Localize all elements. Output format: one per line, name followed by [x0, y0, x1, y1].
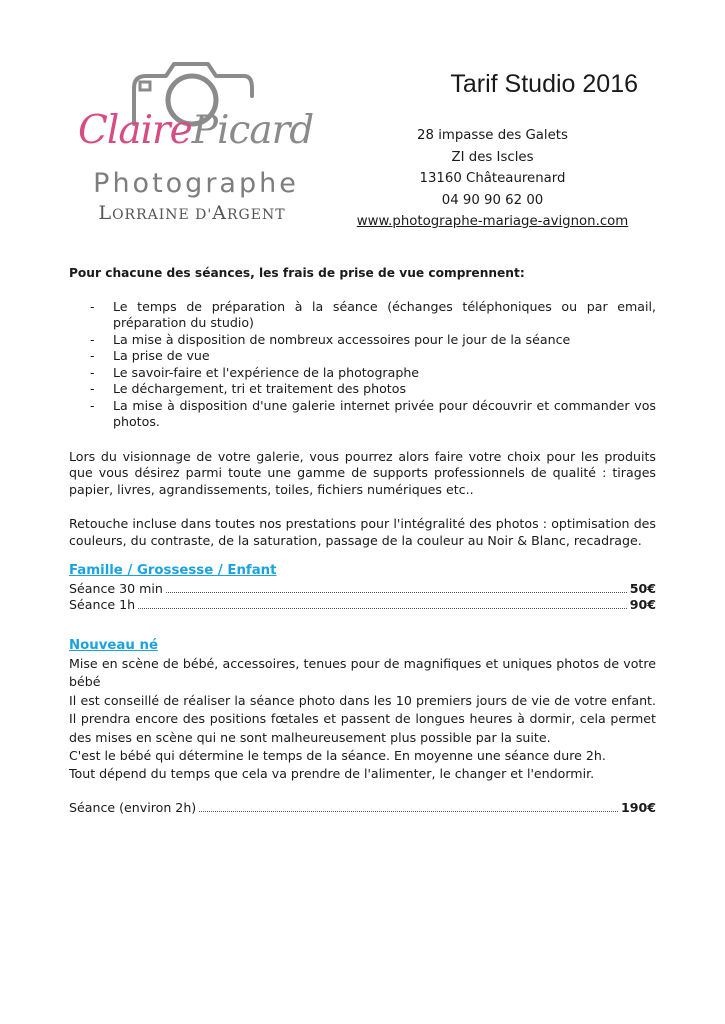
- nb-paragraph: Mise en scène de bébé, accessoires, tenues pour de magnifiques et uniques photos de votre bébé: [69, 656, 656, 690]
- logo-subtitle: Photographe: [93, 168, 299, 199]
- list-item: - La mise à disposition d'une galerie internet privée pour découvrir et commander vos photos.: [69, 398, 656, 431]
- logo-name: [78, 108, 314, 153]
- price-row: [69, 597, 656, 614]
- list-item: - Le temps de préparation à la séance (échanges téléphoniques ou par email, préparation du studio): [69, 299, 656, 332]
- nouveau-ne-body: [69, 655, 656, 784]
- price-label: Séance (environ 2h): [69, 799, 197, 815]
- address-street: 28 impasse des Galets: [417, 128, 568, 143]
- price-value: 190€: [620, 799, 656, 815]
- intro-heading: Pour chacune des séances, les frais de prise de vue comprennent:: [69, 266, 525, 280]
- phone-number: 04 90 90 62 00: [441, 192, 544, 208]
- content: [69, 265, 656, 816]
- nb-paragraph: Tout dépend du temps que cela va prendre de l'alimenter, le changer et l'endormir.: [69, 766, 595, 782]
- leader-dots: [138, 607, 627, 609]
- leader-dots: [199, 810, 618, 812]
- leader-dots: [166, 591, 627, 593]
- list-item: - La prise de vue: [69, 348, 656, 365]
- section-title-nouveau-ne: Nouveau né: [69, 637, 158, 653]
- retouch-paragraph: Retouche incluse dans toutes nos prestations pour l'intégralité des photos : optimisation des couleurs, du contraste, de la saturation, passage de la couleur au Noir & Blanc, recadrage.: [69, 516, 656, 548]
- price-label: Séance 1h: [69, 597, 136, 612]
- logo-tagline: LORRAINE D'ARGENT: [98, 202, 286, 224]
- list-item: - Le savoir-faire et l'expérience de la photographe: [69, 365, 656, 382]
- logo-last-name: Picard: [191, 108, 314, 153]
- logo: [76, 58, 314, 228]
- page-title: Tarif Studio 2016: [450, 70, 638, 98]
- list-item: - Le déchargement, tri et traitement des photos: [69, 381, 656, 398]
- address-city: 13160 Châteaurenard: [419, 171, 566, 186]
- list-item: - La mise à disposition de nombreux accessoires pour le jour de la séance: [69, 332, 656, 349]
- address-block: [330, 125, 655, 233]
- logo-first-name: Claire: [78, 108, 192, 153]
- price-value: 90€: [629, 597, 656, 612]
- nb-paragraph: C'est le bébé qui détermine le temps de la séance. En moyenne une séance dure 2h.: [69, 748, 606, 764]
- price-label: Séance 30 min: [69, 580, 163, 596]
- includes-list: [69, 299, 656, 431]
- address-zone: ZI des Iscles: [451, 149, 534, 165]
- price-row: [69, 581, 656, 598]
- website-link[interactable]: www.photographe-mariage-avignon.com: [356, 214, 629, 229]
- price-value: 50€: [629, 580, 656, 596]
- price-row: [69, 800, 656, 817]
- gallery-paragraph: Lors du visionnage de votre galerie, vous pourrez alors faire votre choix pour les produits que vous désirez parmi toute une gamme de supports professionnels de qualité : tirages papier, livres, agrandissements, toiles, fichiers numériques etc..: [69, 448, 656, 497]
- section-title-famille: Famille / Grossesse / Enfant: [69, 563, 277, 578]
- nb-paragraph: Il est conseillé de réaliser la séance photo dans les 10 premiers jours de vie de votre enfant. Il prendra encore des positions fœtales et passent de longues heures à dormir, cela permet des mises en scène qui ne sont malheureusement plus possible par la suite.: [69, 692, 656, 745]
